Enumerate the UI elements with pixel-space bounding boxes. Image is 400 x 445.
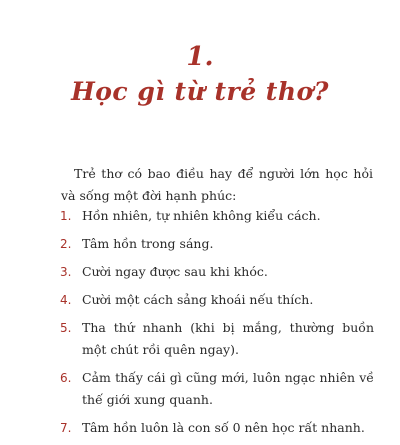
list-item-text: Cảm thấy cái gì cũng mới, luôn ngạc nhiên về thế giới xung quanh. — [82, 370, 374, 407]
list-item — [60, 417, 374, 439]
list-item — [60, 261, 374, 283]
list-item — [60, 289, 374, 311]
list-item — [60, 233, 374, 255]
lessons-list — [60, 205, 374, 445]
list-item — [60, 317, 374, 361]
list-item-text: Hồn nhiên, tự nhiên không kiểu cách. — [82, 208, 321, 223]
list-item-text: Cười ngay được sau khi khóc. — [82, 264, 268, 279]
list-item-number: 3. — [60, 265, 72, 279]
list-item-number: 6. — [60, 371, 72, 385]
list-item-text: Tâm hồn trong sáng. — [82, 236, 214, 251]
chapter-number: 1. — [186, 42, 214, 72]
list-item — [60, 205, 374, 227]
list-item-number: 1. — [60, 209, 72, 223]
list-item-number: 4. — [60, 293, 72, 307]
list-item-text: Tâm hồn luôn là con số 0 nên học rất nhanh. — [82, 420, 365, 435]
list-item-number: 7. — [60, 421, 72, 435]
chapter-title: Học gì từ trẻ thơ? — [71, 77, 329, 106]
list-item-text: Tha thứ nhanh (khi bị mắng, thường buồn một chút rồi quên ngay). — [82, 320, 374, 357]
intro-paragraph: Trẻ thơ có bao điều hay để người lớn học hỏi và sống một đời hạnh phúc: — [61, 166, 373, 203]
list-item-number: 5. — [60, 321, 72, 335]
list-item-text: Cười một cách sảng khoái nếu thích. — [82, 292, 314, 307]
list-item-number: 2. — [60, 237, 72, 251]
list-item — [60, 367, 374, 411]
